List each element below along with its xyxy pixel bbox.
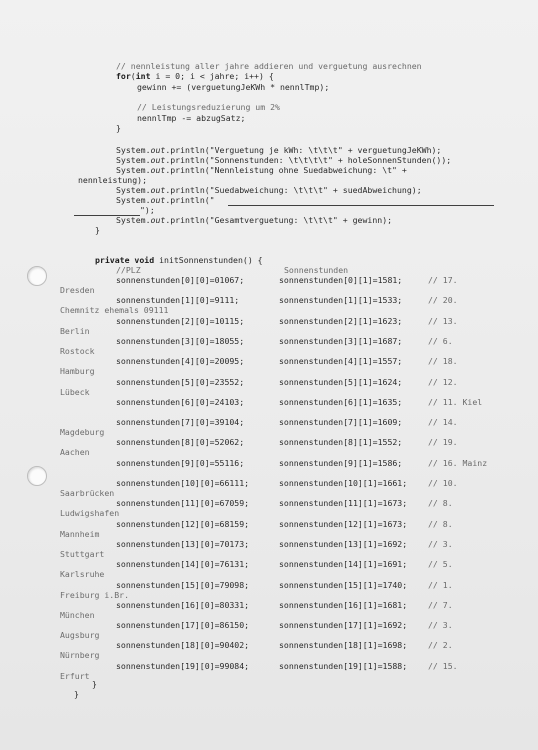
plz-assignment: sonnenstunden[5][0]=23552; — [116, 377, 245, 387]
plz-assignment: sonnenstunden[2][0]=10115; — [116, 316, 245, 326]
code-out: out — [150, 155, 166, 165]
code-fragment: System. — [116, 215, 151, 225]
code-fragment: .println("Suedabweichung: \t\t\t" + suedAbweichung); — [165, 185, 422, 195]
rank-comment: // 8. — [428, 498, 453, 508]
code-gewinn-line: gewinn += (verguetungJeKWh * nennlTmp); — [137, 82, 330, 92]
plz-assignment: sonnenstunden[3][0]=18055; — [116, 336, 245, 346]
plz-assignment: sonnenstunden[6][0]=24103; — [116, 397, 245, 407]
code-brace: } — [74, 689, 79, 699]
code-fragment: initSonnenstunden() { — [154, 255, 263, 265]
sonnenstunden-assignment: sonnenstunden[12][1]=1673; — [279, 519, 408, 529]
rank-comment: // 14. — [428, 417, 458, 427]
code-comment-sonnenstunden: Sonnenstunden — [284, 265, 349, 275]
sonnenstunden-assignment: sonnenstunden[7][1]=1609; — [279, 417, 403, 427]
rank-comment: // 1. — [428, 580, 453, 590]
city-label: Erfurt — [60, 671, 90, 681]
sonnenstunden-assignment: sonnenstunden[2][1]=1623; — [279, 316, 403, 326]
sonnenstunden-assignment: sonnenstunden[15][1]=1740; — [279, 580, 408, 590]
punch-hole-top — [27, 266, 47, 286]
plz-assignment: sonnenstunden[18][0]=90402; — [116, 640, 250, 650]
code-fragment: .println("Sonnenstunden: \t\t\t\t" + holeSonnenStunden()); — [165, 155, 452, 165]
code-fragment: System. — [116, 185, 151, 195]
plz-assignment: sonnenstunden[7][0]=39104; — [116, 417, 245, 427]
rank-comment: // 13. — [428, 316, 458, 326]
separator-underline-1 — [228, 205, 494, 206]
plz-assignment: sonnenstunden[9][0]=55116; — [116, 458, 245, 468]
code-fragment: System. — [116, 145, 151, 155]
plz-assignment: sonnenstunden[11][0]=67059; — [116, 498, 250, 508]
punch-hole-bottom — [27, 466, 47, 486]
plz-assignment: sonnenstunden[0][0]=01067; — [116, 275, 245, 285]
rank-comment: // 2. — [428, 640, 453, 650]
city-label: Chemnitz ehemals 09111 — [60, 305, 169, 315]
plz-assignment: sonnenstunden[1][0]=9111; — [116, 295, 240, 305]
city-label: Mannheim — [60, 529, 100, 539]
rank-comment: // 15. — [428, 661, 458, 671]
sonnenstunden-assignment: sonnenstunden[16][1]=1681; — [279, 600, 408, 610]
rank-comment: // 16. Mainz — [428, 458, 488, 468]
plz-assignment: sonnenstunden[16][0]=80331; — [116, 600, 250, 610]
city-label: Nürnberg — [60, 650, 100, 660]
plz-assignment: sonnenstunden[12][0]=68159; — [116, 519, 250, 529]
code-comment-plz: //PLZ — [116, 265, 141, 275]
code-fragment: .println("Gesamtverguetung: \t\t\t" + gewinn); — [165, 215, 393, 225]
sonnenstunden-assignment: sonnenstunden[17][1]=1692; — [279, 620, 408, 630]
rank-comment: // 7. — [428, 600, 453, 610]
rank-comment: // 8. — [428, 519, 453, 529]
keyword-private-void: private void — [95, 255, 155, 265]
code-println-nennleistung — [116, 166, 407, 176]
code-separator-close: "); — [140, 205, 155, 215]
sonnenstunden-assignment: sonnenstunden[0][1]=1581; — [279, 275, 403, 285]
city-label: Berlin — [60, 326, 90, 336]
sonnenstunden-assignment: sonnenstunden[19][1]=1588; — [279, 661, 408, 671]
city-label: Ludwigshafen — [60, 508, 120, 518]
code-println-gesamt — [116, 216, 392, 226]
city-label: Freiburg i.Br. — [60, 590, 130, 600]
city-label: Karlsruhe — [60, 569, 105, 579]
rank-comment: // 6. — [428, 336, 453, 346]
plz-assignment: sonnenstunden[15][0]=79098; — [116, 580, 250, 590]
code-println-separator — [116, 196, 215, 206]
sonnenstunden-assignment: sonnenstunden[3][1]=1687; — [279, 336, 403, 346]
code-brace: } — [116, 123, 121, 133]
code-fragment: .println("Nennleistung ohne Suedabweichung: \t" + — [165, 165, 407, 175]
plz-assignment: sonnenstunden[19][0]=99084; — [116, 661, 250, 671]
rank-comment: // 17. — [428, 275, 458, 285]
code-brace: } — [95, 225, 100, 235]
city-label: Augsburg — [60, 630, 100, 640]
sonnenstunden-assignment: sonnenstunden[8][1]=1552; — [279, 437, 403, 447]
code-out: out — [150, 215, 166, 225]
plz-assignment: sonnenstunden[14][0]=76131; — [116, 559, 250, 569]
city-label: Rostock — [60, 346, 95, 356]
plz-assignment: sonnenstunden[13][0]=70173; — [116, 539, 250, 549]
code-brace: } — [92, 679, 97, 689]
rank-comment: // 20. — [428, 295, 458, 305]
code-fragment: System. — [116, 195, 151, 205]
code-fragment: .println("Verguetung je kWh: \t\t\t" + verguetungJeKWh); — [165, 145, 442, 155]
city-label: Stuttgart — [60, 549, 105, 559]
code-out: out — [150, 185, 166, 195]
rank-comment: // 3. — [428, 539, 453, 549]
city-label: Hamburg — [60, 366, 95, 376]
sonnenstunden-assignment: sonnenstunden[1][1]=1533; — [279, 295, 403, 305]
city-label: Lübeck — [60, 387, 90, 397]
rank-comment: // 5. — [428, 559, 453, 569]
plz-assignment: sonnenstunden[10][0]=66111; — [116, 478, 250, 488]
sonnenstunden-assignment: sonnenstunden[6][1]=1635; — [279, 397, 403, 407]
sonnenstunden-assignment: sonnenstunden[10][1]=1661; — [279, 478, 408, 488]
keyword-int: int — [135, 71, 151, 81]
code-fragment: ( — [130, 71, 136, 81]
code-comment-reduzierung: // Leistungsreduzierung um 2% — [137, 102, 280, 112]
code-fragment: System. — [116, 155, 151, 165]
city-label: Magdeburg — [60, 427, 105, 437]
city-label: Saarbrücken — [60, 488, 115, 498]
sonnenstunden-assignment: sonnenstunden[13][1]=1692; — [279, 539, 408, 549]
code-nennltmp-line: nennlTmp -= abzugSatz; — [137, 113, 246, 123]
plz-assignment: sonnenstunden[8][0]=52062; — [116, 437, 245, 447]
city-label: Aachen — [60, 447, 90, 457]
code-out: out — [150, 195, 166, 205]
rank-comment: // 18. — [428, 356, 458, 366]
rank-comment: // 19. — [428, 437, 458, 447]
code-nennleistung-cont: nennleistung); — [78, 175, 148, 185]
sonnenstunden-assignment: sonnenstunden[14][1]=1691; — [279, 559, 408, 569]
code-out: out — [150, 145, 166, 155]
city-label: München — [60, 610, 95, 620]
sonnenstunden-assignment: sonnenstunden[11][1]=1673; — [279, 498, 408, 508]
keyword-for: for — [116, 71, 131, 81]
city-label: Dresden — [60, 285, 95, 295]
sonnenstunden-assignment: sonnenstunden[18][1]=1698; — [279, 640, 408, 650]
rank-comment: // 11. Kiel — [428, 397, 483, 407]
rank-comment: // 10. — [428, 478, 458, 488]
sonnenstunden-assignment: sonnenstunden[5][1]=1624; — [279, 377, 403, 387]
sonnenstunden-assignment: sonnenstunden[4][1]=1557; — [279, 356, 403, 366]
code-comment-addieren: // nennleistung aller jahre addieren und verguetung ausrechnen — [116, 61, 422, 71]
code-out: out — [150, 165, 166, 175]
code-for-loop — [116, 72, 274, 82]
sonnenstunden-assignment: sonnenstunden[9][1]=1586; — [279, 458, 403, 468]
rank-comment: // 3. — [428, 620, 453, 630]
code-fragment: .println(" — [165, 195, 215, 205]
rank-comment: // 12. — [428, 377, 458, 387]
plz-assignment: sonnenstunden[17][0]=86150; — [116, 620, 250, 630]
code-fragment: i = 0; i < jahre; i++) { — [150, 71, 274, 81]
code-fragment: System. — [116, 165, 151, 175]
plz-assignment: sonnenstunden[4][0]=20095; — [116, 356, 245, 366]
